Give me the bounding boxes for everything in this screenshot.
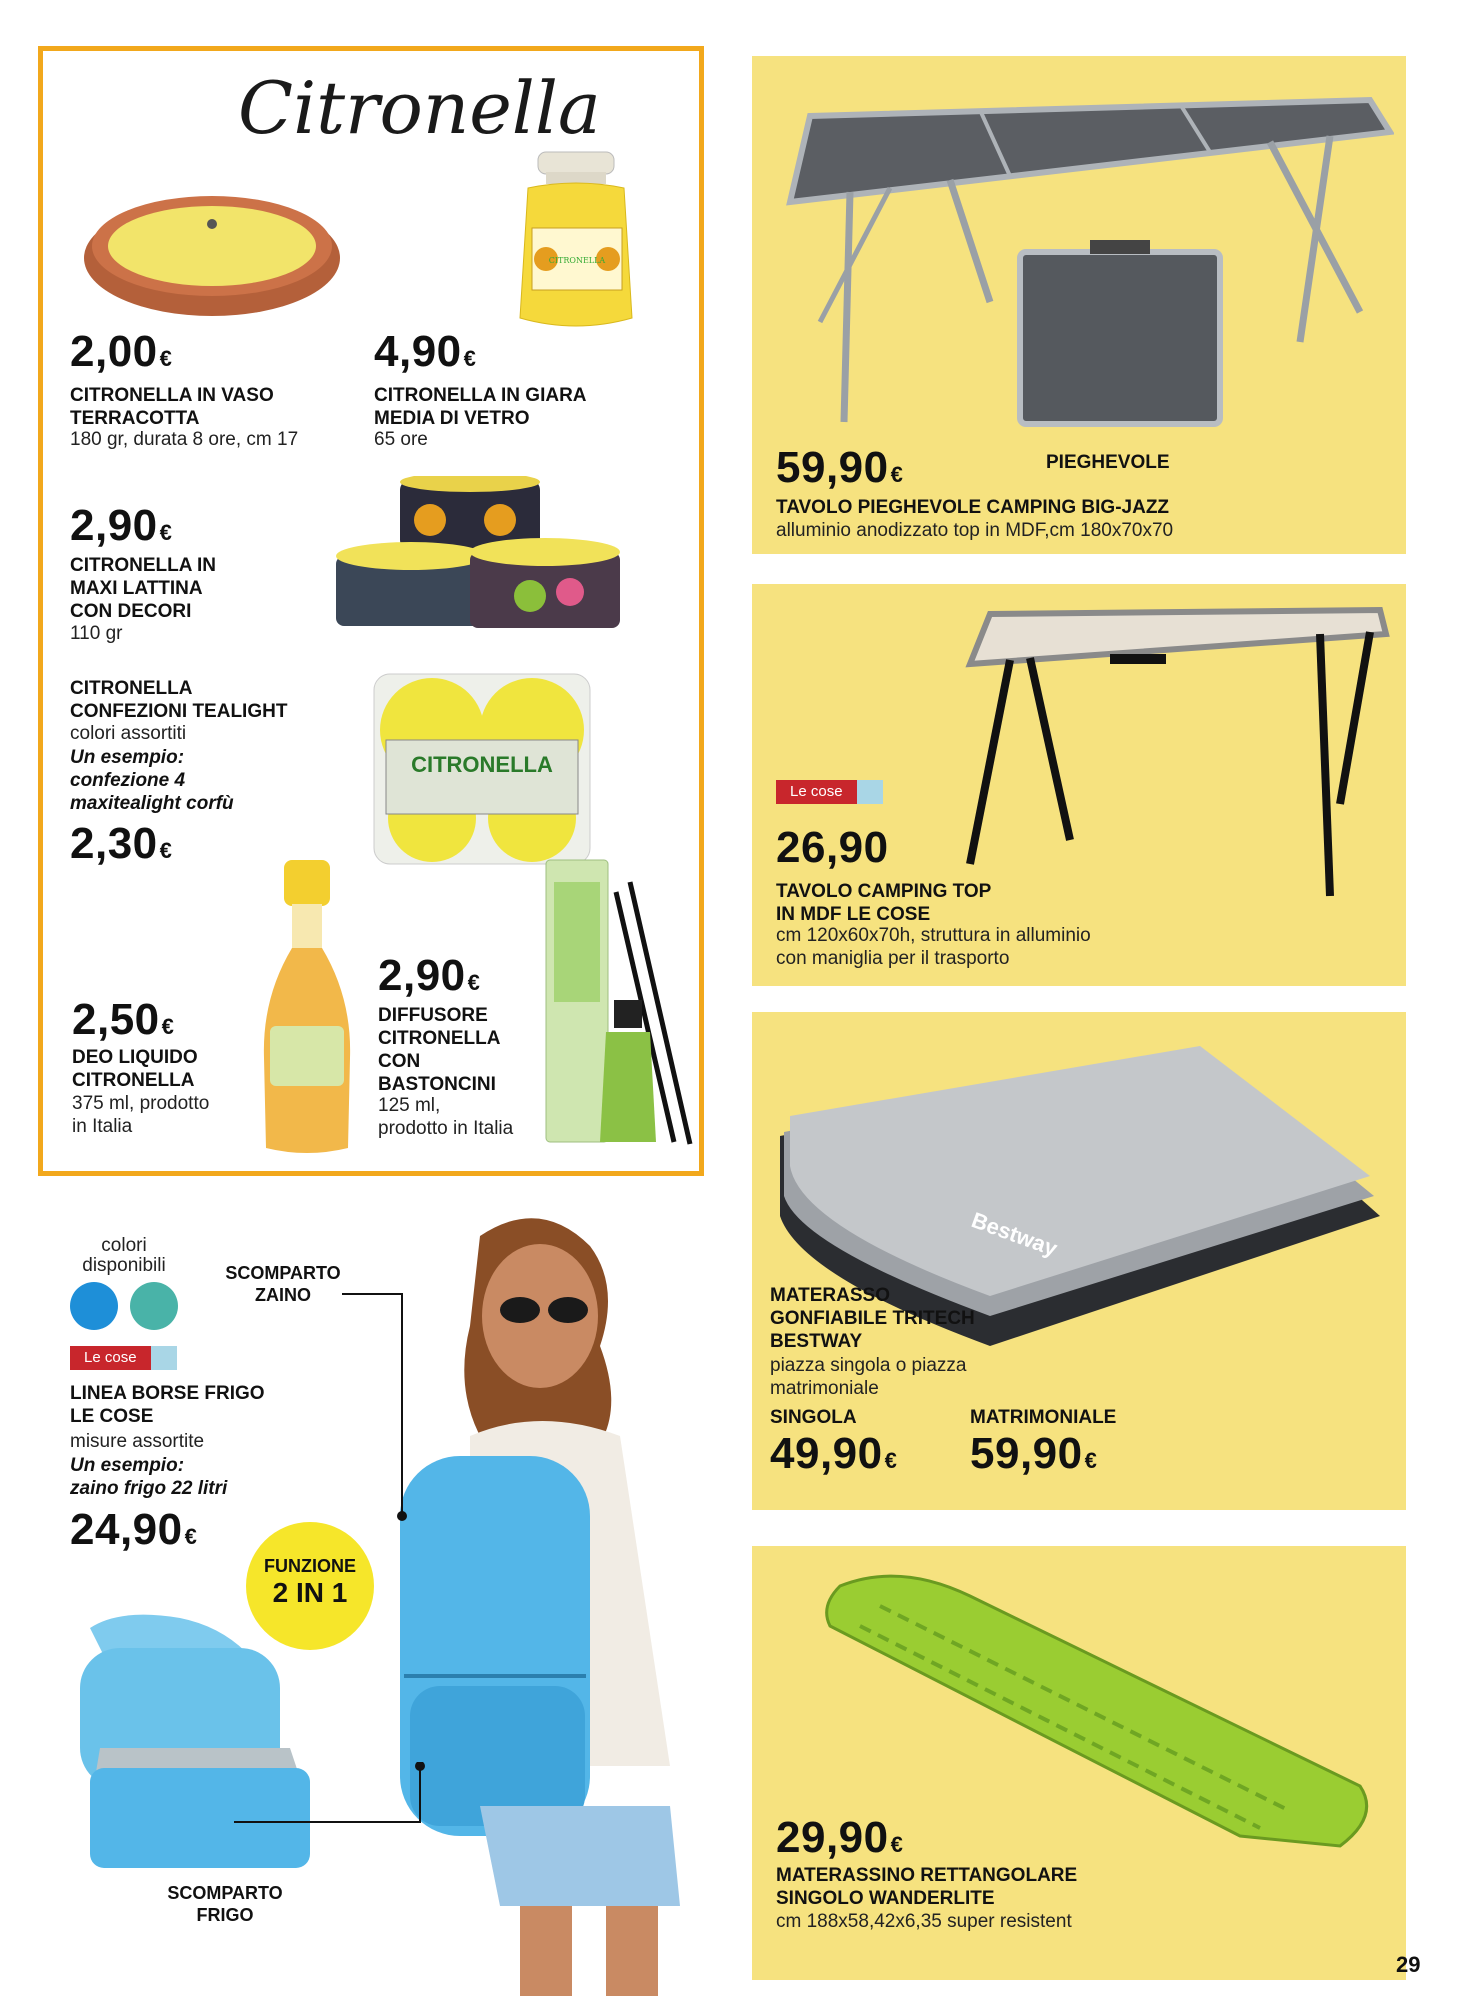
example-borse-frigo: Un esempio: zaino frigo 22 litri (70, 1455, 228, 1499)
price-citronella-giara: 4,90€ (374, 327, 477, 376)
title-tavolo-camping: TAVOLO CAMPING TOP IN MDF LE COSE (776, 881, 992, 925)
title-citronella-giara: CITRONELLA IN GIARA MEDIA DI VETRO (374, 385, 587, 429)
desc-tavolo-big-jazz: alluminio anodizzato top in MDF,cm 180x70x70 (776, 520, 1174, 541)
citronella-heading: Citronella (238, 66, 601, 150)
desc-borse-frigo: misure assortite (70, 1431, 205, 1452)
camping-table-image (940, 604, 1400, 904)
price-materassino: 29,90€ (776, 1813, 904, 1862)
title-deo-liquido: DEO LIQUIDO CITRONELLA (72, 1047, 198, 1091)
title-citronella-vaso: CITRONELLA IN VASO TERRACOTTA (70, 385, 274, 429)
colors-label: colori disponibili (82, 1235, 166, 1276)
terracotta-candle-image (78, 172, 346, 322)
title-borse-frigo: LINEA BORSE FRIGO LE COSE (70, 1383, 265, 1427)
desc-materasso: piazza singola o piazza matrimoniale (770, 1355, 967, 1399)
label-matrimoniale: MATRIMONIALE (970, 1407, 1117, 1428)
label-singola: SINGOLA (770, 1407, 857, 1428)
price-tavolo-big-jazz: 59,90€ (776, 443, 904, 492)
sleeping-pad-image (820, 1566, 1380, 1856)
price-singola: 49,90€ (770, 1429, 898, 1478)
deo-bottle-image (252, 858, 362, 1158)
badge-2in1: FUNZIONE 2 IN 1 (246, 1522, 374, 1650)
desc-citronella-vaso: 180 gr, durata 8 ore, cm 17 (70, 429, 299, 450)
title-materassino: MATERASSINO RETTANGOLARE SINGOLO WANDERLITE (776, 1865, 1078, 1909)
brand-le-cose-bag: Le cose (70, 1346, 177, 1370)
callout-line-frigo (230, 1762, 430, 1842)
price-citronella-lattina: 2,90€ (70, 501, 173, 550)
jar-label-text: CITRONELLA (548, 256, 606, 265)
color-swatch-blue[interactable] (70, 1282, 118, 1330)
citronella-jar-image (510, 148, 642, 336)
callout-scomparto-zaino: SCOMPARTO ZAINO (225, 1263, 341, 1305)
diffuser-image (544, 852, 694, 1152)
price-matrimoniale: 59,90€ (970, 1429, 1098, 1478)
title-tavolo-big-jazz: TAVOLO PIEGHEVOLE CAMPING BIG-JAZZ (776, 497, 1170, 518)
pack-label-text: CITRONELLA (411, 752, 553, 777)
callout-scomparto-frigo: SCOMPARTO FRIGO (167, 1883, 283, 1925)
price-deo-liquido: 2,50€ (72, 995, 175, 1044)
price-citronella-tealight: 2,30€ (70, 819, 173, 868)
title-citronella-tealight: CITRONELLA CONFEZIONI TEALIGHT (70, 678, 288, 722)
price-diffusore: 2,90€ (378, 951, 481, 1000)
desc-tavolo-camping: cm 120x60x70h, struttura in alluminio con maniglia per il trasporto (776, 925, 1091, 969)
title-citronella-lattina: CITRONELLA IN MAXI LATTINA CON DECORI (70, 555, 217, 622)
callout-line-zaino (340, 1284, 420, 1524)
price-citronella-vaso: 2,00€ (70, 327, 173, 376)
desc-citronella-lattina: 110 gr (70, 623, 123, 644)
bestway-logo: Bestway (968, 1207, 1061, 1262)
example-citronella-tealight: Un esempio: confezione 4 maxitealight corfù (70, 747, 234, 814)
price-borse-frigo: 24,90€ (70, 1505, 198, 1554)
title-diffusore: DIFFUSORE CITRONELLA CON BASTONCINI (378, 1005, 501, 1095)
desc-citronella-giara: 65 ore (374, 429, 428, 450)
page-number: 29 (1396, 1952, 1421, 1977)
citronella-tins-image (330, 476, 630, 646)
tag-pieghevole: PIEGHEVOLE (1046, 452, 1170, 473)
brand-le-cose-table: Le cose (776, 780, 883, 804)
desc-diffusore: 125 ml, prodotto in Italia (378, 1095, 514, 1139)
desc-deo-liquido: 375 ml, prodotto in Italia (72, 1093, 210, 1137)
tealight-pack-image (370, 670, 594, 868)
title-materasso: MATERASSO GONFIABILE TRITECH BESTWAY (770, 1285, 975, 1352)
price-tavolo-camping: 26,90 (776, 823, 889, 872)
folding-table-image (770, 92, 1394, 432)
desc-citronella-tealight: colori assortiti (70, 723, 187, 744)
color-swatch-teal[interactable] (130, 1282, 178, 1330)
desc-materassino: cm 188x58,42x6,35 super resistent (776, 1911, 1072, 1932)
